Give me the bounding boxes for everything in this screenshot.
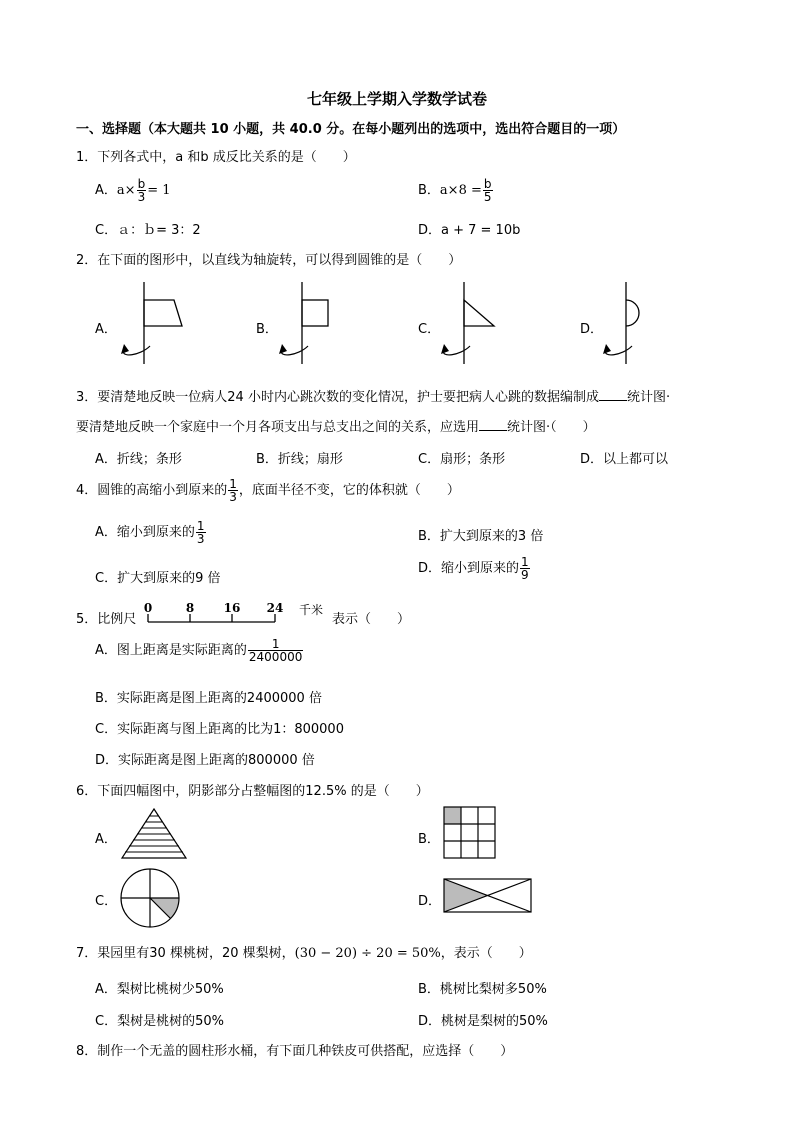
q6-figure-b-grid [443, 806, 497, 860]
option-text: A．缩小到原来的 [95, 525, 195, 540]
q4-text: ，底面半径不变，它的体积就（ ） [238, 483, 460, 498]
q3-option-c[interactable]: C．扇形；条形 [418, 452, 506, 467]
q2-figure-a [110, 280, 200, 370]
q6-figure-c-circle [118, 866, 182, 930]
scale-bar [140, 600, 300, 630]
denominator: 3 [196, 532, 205, 546]
question-3-line2 [76, 416, 596, 435]
scale-tick-0: 0 [143, 601, 153, 615]
section-heading: 一、选择题（本大题共 10 小题，共 40.0 分。在每小题列出的选项中，选出符合题目的一项） [76, 122, 626, 137]
q1-option-a[interactable] [95, 178, 171, 203]
q2-option-c[interactable]: C． [418, 322, 441, 337]
numerator: 1 [521, 555, 529, 569]
scale-unit: 千米 [299, 603, 324, 617]
question-8-stem: 8．制作一个无盖的圆柱形水桶，有下面几种铁皮可供搭配，应选择（ ） [76, 1044, 514, 1059]
q7-formula: (30 − 20) ÷ 20 = 50% [294, 946, 441, 961]
q3-option-b[interactable]: B．折线；扇形 [256, 452, 343, 467]
q3-text: 3．要清楚地反映一位病人24 小时内心跳次数的变化情况，护士要把病人心跳的数据编制成 [76, 390, 599, 405]
q5-option-c[interactable]: C．实际距离与图上距离的比为1：800000 [95, 722, 344, 737]
question-4-stem [76, 478, 460, 503]
q1-option-b[interactable] [418, 178, 494, 203]
q7-option-c[interactable]: C．梨树是桃树的50% [95, 1014, 224, 1029]
question-1-stem: 1．下列各式中，a 和b 成反比关系的是（ ） [76, 150, 356, 165]
numerator: b [483, 177, 492, 191]
scale-tick-8: 8 [185, 601, 195, 615]
fraction [137, 178, 147, 203]
q4-option-b[interactable]: B．扩大到原来的3 倍 [418, 529, 544, 544]
numerator: 1 [271, 637, 280, 651]
q7-text: ，表示（ ） [440, 946, 532, 961]
q2-figure-c [434, 280, 524, 370]
option-label: B． [418, 183, 440, 198]
fraction [483, 178, 493, 203]
q3-option-a[interactable]: A．折线；条形 [95, 452, 182, 467]
question-5-stem: 5．比例尺 [76, 612, 137, 627]
q6-option-a[interactable]: A． [95, 832, 117, 847]
q3-text: 统计图· [626, 390, 671, 405]
scale-tick-24: 24 [266, 601, 284, 615]
q4-text: 4．圆锥的高缩小到原来的 [76, 483, 228, 498]
question-3-line1 [76, 386, 670, 405]
paper-title: 七年级上学期入学数学试卷 [306, 90, 487, 108]
fraction [196, 520, 206, 545]
q5-option-a[interactable] [95, 638, 304, 663]
q2-option-b[interactable]: B． [256, 322, 278, 337]
denominator: 9 [521, 568, 529, 582]
q4-option-c[interactable]: C．扩大到原来的9 倍 [95, 571, 221, 586]
q6-figure-a-striped-triangle [120, 808, 188, 860]
answer-blank[interactable] [599, 390, 627, 401]
q4-option-a[interactable] [95, 520, 207, 545]
numerator: 1 [196, 519, 205, 533]
q3-option-d[interactable]: D．以上都可以 [580, 452, 669, 467]
q2-option-d[interactable]: D． [580, 322, 604, 337]
denominator: 5 [483, 190, 492, 204]
q5-option-d[interactable]: D．实际距离是图上距离的800000 倍 [95, 753, 315, 768]
fraction [248, 638, 303, 663]
fraction [228, 478, 238, 503]
scale-tick-16: 16 [223, 601, 241, 615]
option-text: A．图上距离是实际距离的 [95, 643, 247, 658]
q7-option-a[interactable]: A．梨树比桃树少50% [95, 982, 224, 997]
math-text: = 1 [147, 183, 171, 198]
q1-option-c[interactable]: C．ａ：ｂ= 3：2 [95, 223, 201, 238]
denominator: 3 [137, 190, 146, 204]
q6-option-d[interactable]: D． [418, 894, 442, 909]
denominator: 3 [229, 490, 237, 504]
q7-option-d[interactable]: D．桃树是梨树的50% [418, 1014, 548, 1029]
q3-text: 统计图·（ ） [507, 420, 596, 435]
option-text: D．缩小到原来的 [418, 561, 520, 576]
numerator: b [137, 177, 146, 191]
q7-option-b[interactable]: B．桃树比梨树多50% [418, 982, 547, 997]
math-text: a×8 = [439, 183, 482, 198]
question-6-stem: 6．下面四幅图中，阴影部分占整幅图的12.5% 的是（ ） [76, 784, 429, 799]
q4-option-d[interactable] [418, 556, 531, 581]
q2-figure-d [596, 280, 686, 370]
question-5-stem-end: 表示（ ） [332, 612, 411, 627]
option-label: A． [95, 183, 117, 198]
question-2-stem: 2．在下面的图形中，以直线为轴旋转，可以得到圆锥的是（ ） [76, 253, 462, 268]
q6-figure-d-rectangle [443, 878, 533, 914]
denominator: 2400000 [248, 650, 303, 664]
math-text: a× [116, 183, 136, 198]
answer-blank[interactable] [479, 420, 507, 431]
q7-text: 7．果园里有30 棵桃树，20 棵梨树， [76, 946, 295, 961]
q2-figure-b [272, 280, 362, 370]
q5-option-b[interactable]: B．实际距离是图上距离的2400000 倍 [95, 691, 322, 706]
fraction [520, 556, 530, 581]
question-7-stem [76, 942, 532, 961]
numerator: 1 [229, 477, 237, 491]
q1-option-d[interactable]: D．a + 7 = 10b [418, 223, 521, 238]
q6-option-b[interactable]: B． [418, 832, 440, 847]
q2-option-a[interactable]: A． [95, 322, 117, 337]
q3-text: 要清楚地反映一个家庭中一个月各项支出与总支出之间的关系，应选用 [76, 420, 480, 435]
q6-option-c[interactable]: C． [95, 894, 118, 909]
